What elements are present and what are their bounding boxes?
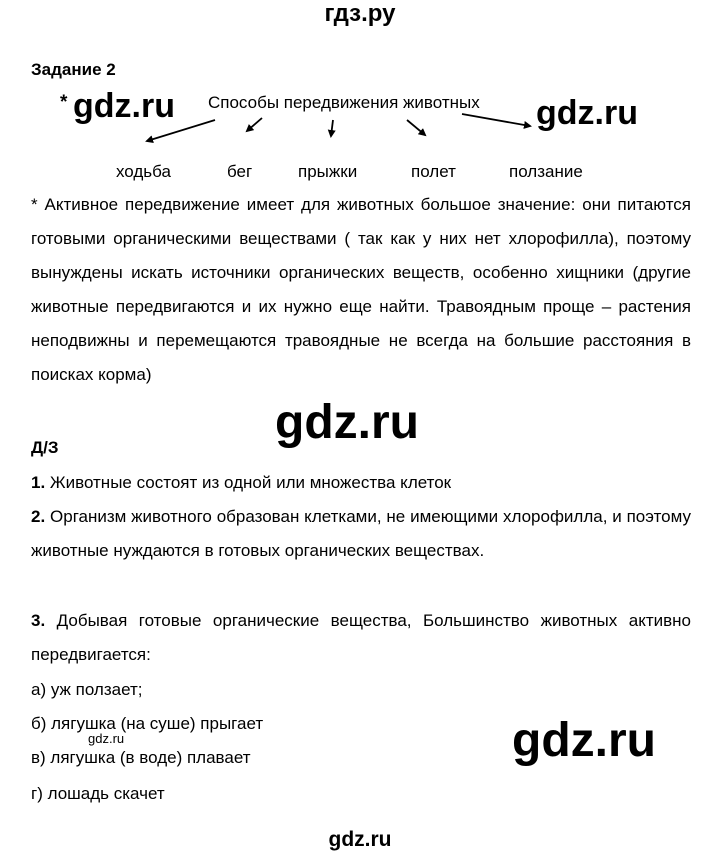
movement-mode-walking: ходьба <box>116 162 171 181</box>
homework-item-3 <box>31 604 691 672</box>
item-number: 2. <box>31 507 46 526</box>
movement-mode-running: бег <box>227 162 253 181</box>
item-number: 1. <box>31 473 46 492</box>
watermark: gdz.ru <box>73 87 175 125</box>
watermark: gdz.ru <box>88 731 125 746</box>
arrow-to-flying <box>407 120 425 135</box>
arrow-to-running <box>247 118 262 131</box>
footer-watermark: gdz.ru <box>328 828 392 851</box>
site-header: гдз.ру <box>324 0 396 27</box>
asterisk-mark: * <box>60 92 68 113</box>
homework-item-2 <box>31 500 691 568</box>
movement-mode-flying: полет <box>411 162 456 181</box>
movement-mode-jumping: прыжки <box>298 162 358 181</box>
example-line: в) лягушка (в воде) плавает <box>31 748 251 767</box>
watermark: gdz.ru <box>512 714 656 767</box>
watermark: gdz.ru <box>536 94 638 132</box>
item-text: Организм животного образован клетками, не имеющими хлорофилла, и поэтому животные нуждаются в готовых органических веществах. <box>31 507 691 560</box>
arrow-to-crawling <box>462 114 530 126</box>
task-title: Задание 2 <box>31 60 116 79</box>
homework-item-1 <box>31 466 691 500</box>
homework-title: Д/З <box>31 438 59 457</box>
example-line: б) лягушка (на суше) прыгает <box>31 714 264 733</box>
item-text: Животные состоят из одной или множества клеток <box>45 473 452 492</box>
explanation-paragraph: * Активное передвижение имеет для животных большое значение: они питаются готовыми органическими веществами ( так как у них нет хлорофилла), поэтому вынуждены искать источники органических веществ, особенно хищники (другие животные передвигаются и их нужно еще найти. Травоядным проще – растения неподвижны и перемещаются травоядные не всегда на большие расстояния в поисках корма) <box>31 195 691 384</box>
item-text: Добывая готовые органические вещества, Большинство животных активно передвигается: <box>31 611 691 664</box>
diagram-center-label: Способы передвижения животных <box>208 93 480 112</box>
arrow-to-jumping <box>331 120 333 136</box>
example-line: а) уж ползает; <box>31 680 143 699</box>
item-number: 3. <box>31 611 46 630</box>
movement-mode-crawling: ползание <box>509 162 583 181</box>
watermark: gdz.ru <box>275 396 419 449</box>
example-line: г) лошадь скачет <box>31 784 165 803</box>
